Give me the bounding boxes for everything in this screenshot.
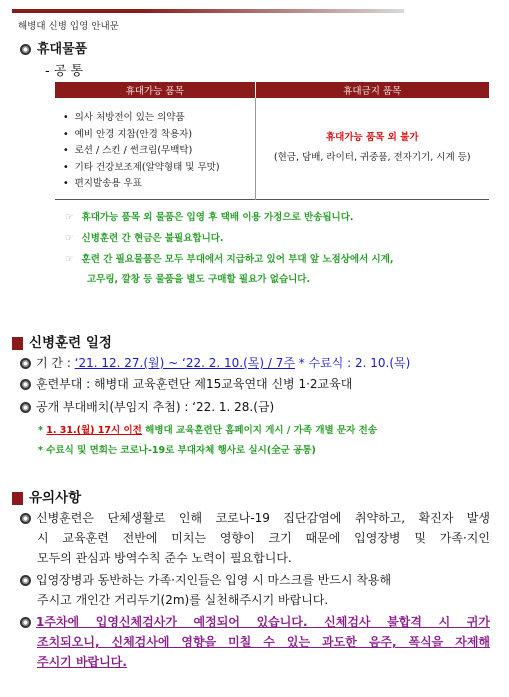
schedule-notice-2: * 수료식 및 면회는 코로나-19로 부대자체 행사로 실시(全군 공통) — [38, 445, 316, 456]
square-bullet-icon — [12, 337, 23, 350]
allowed-list — [63, 110, 255, 193]
general-label: - 공 통 — [45, 64, 84, 79]
allowed-cell — [55, 98, 255, 199]
note-item: 훈련 간 필요물품은 모두 부대에서 지급하고 있어 부대 앞 노점상에서 시계, — [81, 254, 394, 265]
caution-paragraph-1: 신병훈련은 단체생활로 인해 코로나-19 집단감염에 취약하고, 확진자 발생 시 교육훈련 전반에 미치는 영향이 크기 때문에 입영장병 및 가족·지인 모두의 관심과 방역수칙 준수 노력이 필요합니다. — [20, 508, 490, 568]
pointing-hand-icon: ☞ — [65, 233, 74, 244]
allowed-item: • 의사 처방전이 있는 의약품 — [63, 110, 255, 127]
circle-bullet-icon — [20, 44, 31, 55]
section-schedule-title: 신병훈련 일정 — [12, 331, 112, 351]
circle-bullet-icon — [20, 379, 31, 390]
pointing-hand-icon: ☞ — [65, 212, 74, 223]
circle-bullet-icon — [20, 358, 31, 369]
items-notes — [65, 211, 394, 286]
schedule-notice-1: * 1. 31.(월) 17시 이전 해병대 교육훈련단 홈페이지 게시 / 가족 개별 문자 전송 — [38, 425, 378, 436]
header-rule-fade — [140, 9, 404, 13]
col-forbidden-header: 휴대금지 품목 — [255, 82, 489, 98]
schedule-period: 기 간 : ‘21. 12. 27.(월) ~ ‘22. 2. 10.(목) / 7주 * 수료식 : 2. 10.(목) — [20, 354, 410, 371]
forbidden-detail: (현금, 담배, 라이터, 귀중품, 전자기기, 시계 등) — [273, 151, 471, 163]
document-header: 해병대 신병 입영 안내문 — [18, 21, 119, 32]
section-caution-title: 유의사항 — [12, 486, 81, 506]
schedule-unit: 훈련부대 : 해병대 교육훈련단 제15교육연대 신병 1·2교육대 — [20, 375, 352, 392]
forbidden-cell — [255, 98, 489, 199]
circle-bullet-icon — [20, 617, 31, 628]
col-allowed-header: 휴대가능 품목 — [55, 82, 255, 98]
items-table — [55, 82, 489, 200]
section-items-title: 휴대물품 — [20, 38, 87, 57]
circle-bullet-icon — [20, 513, 31, 524]
allowed-item: • 예비 안경 지참(안경 착용자) — [63, 127, 255, 144]
allowed-item: • 기타 건강보조제(알약형태 및 무맛) — [63, 160, 255, 177]
note-continuation: 고무링, 깔창 등 물품을 별도 구매할 필요가 없습니다. — [87, 274, 311, 285]
note-item: 신병훈련 간 현금은 불필요합니다. — [81, 233, 224, 244]
period-dates: ‘21. 12. 27.(월) ~ ‘22. 2. 10.(목) / 7주 — [74, 356, 295, 370]
caution-paragraph-2: 입영장병과 동반하는 가족·지인들은 입영 시 마스크를 반드시 착용해 주시고 개인간 거리두기(2m)를 실천해주시기 바랍니다. — [20, 570, 490, 610]
circle-bullet-icon — [20, 402, 31, 413]
allowed-item: • 로션 / 스킨 / 썬크림(무백탁) — [63, 143, 255, 160]
circle-bullet-icon — [20, 575, 31, 586]
ceremony-date: * 수료식 : 2. 10.(목) — [294, 356, 411, 370]
deadline-highlight: 1. 31.(월) 17시 이전 — [46, 425, 142, 436]
allowed-item: • 편지발송용 우표 — [63, 176, 255, 193]
pointing-hand-icon: ☞ — [65, 254, 74, 265]
square-bullet-icon — [12, 492, 23, 505]
forbidden-title: 휴대가능 품목 외 불가 — [325, 132, 419, 144]
note-item: 휴대가능 품목 외 물품은 입영 후 택배 이용 가정으로 반송됩니다. — [81, 212, 354, 223]
schedule-assignment: 공개 부대배치(부임지 추첨) : ‘22. 1. 28.(금) — [20, 398, 274, 415]
caution-paragraph-3: 1주차에 입영신체검사가 예정되어 있습니다. 신체검사 불합격 시 귀가 조치되오니, 신체검사에 영향을 미칠 수 있는 과도한 음주, 폭식을 자제해 주시기 바랍니다. — [20, 612, 490, 672]
